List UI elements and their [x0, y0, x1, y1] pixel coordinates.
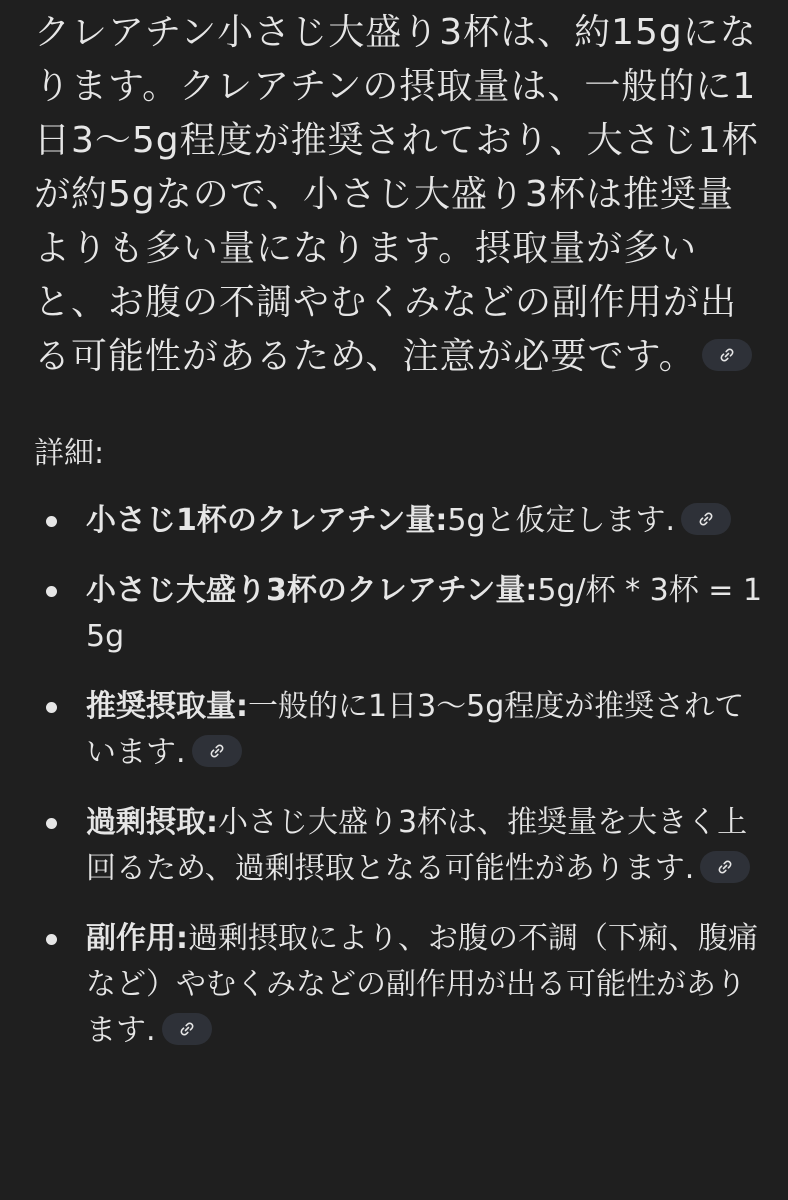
- link-icon: [698, 511, 714, 527]
- bullet-dot: [46, 702, 57, 713]
- bullet-dot: [46, 516, 57, 527]
- link-icon: [717, 859, 733, 875]
- bullet-term: 小さじ大盛り3杯のクレアチン量:: [86, 573, 538, 608]
- bullet-dot: [46, 934, 57, 945]
- bullet-text: 一般的に1日3〜5g程度が推奨されています.: [86, 689, 745, 770]
- bullet-term: 小さじ1杯のクレアチン量:: [86, 503, 448, 538]
- bullet-dot: [46, 586, 57, 597]
- bullet-dot: [46, 818, 57, 829]
- bullet-text: 5g/杯 * 3杯 = 15g: [86, 573, 763, 654]
- answer-paragraph-text: クレアチン小さじ大盛り3杯は、約15gになります。クレアチンの摂取量は、一般的に1日3〜5g程度が推奨されており、大さじ1杯が約5gなので、小さじ大盛り3杯は推奨量よりも多い量になります。摂取量が多いと、お腹の不調やむくみなどの副作用が出る可能性があるため、注意が必要です。: [34, 12, 759, 377]
- source-link-chip[interactable]: [162, 1013, 212, 1045]
- list-item: [34, 916, 764, 1054]
- details-heading: 詳細:: [34, 436, 105, 471]
- link-icon: [719, 347, 735, 363]
- response-content: [34, 0, 764, 1078]
- details-list: [34, 498, 764, 1054]
- list-item: [34, 568, 764, 660]
- link-icon: [179, 1021, 195, 1037]
- source-link-chip[interactable]: [702, 339, 752, 371]
- bullet-text: 5gと仮定します.: [447, 503, 676, 538]
- source-link-chip[interactable]: [192, 735, 242, 767]
- list-item: [34, 800, 764, 892]
- bullet-text: 小さじ大盛り3杯は、推奨量を大きく上回るため、過剰摂取となる可能性があります.: [86, 805, 748, 886]
- source-link-chip[interactable]: [681, 503, 731, 535]
- bullet-term: 推奨摂取量:: [86, 689, 248, 724]
- answer-paragraph: [34, 0, 764, 384]
- bullet-term: 過剰摂取:: [86, 805, 218, 840]
- list-item: [34, 498, 764, 544]
- bullet-text: 過剰摂取により、お腹の不調（下痢、腹痛など）やむくみなどの副作用が出る可能性があります.: [86, 921, 758, 1048]
- list-item: [34, 684, 764, 776]
- link-icon: [209, 743, 225, 759]
- bullet-term: 副作用:: [86, 921, 188, 956]
- source-link-chip[interactable]: [700, 851, 750, 883]
